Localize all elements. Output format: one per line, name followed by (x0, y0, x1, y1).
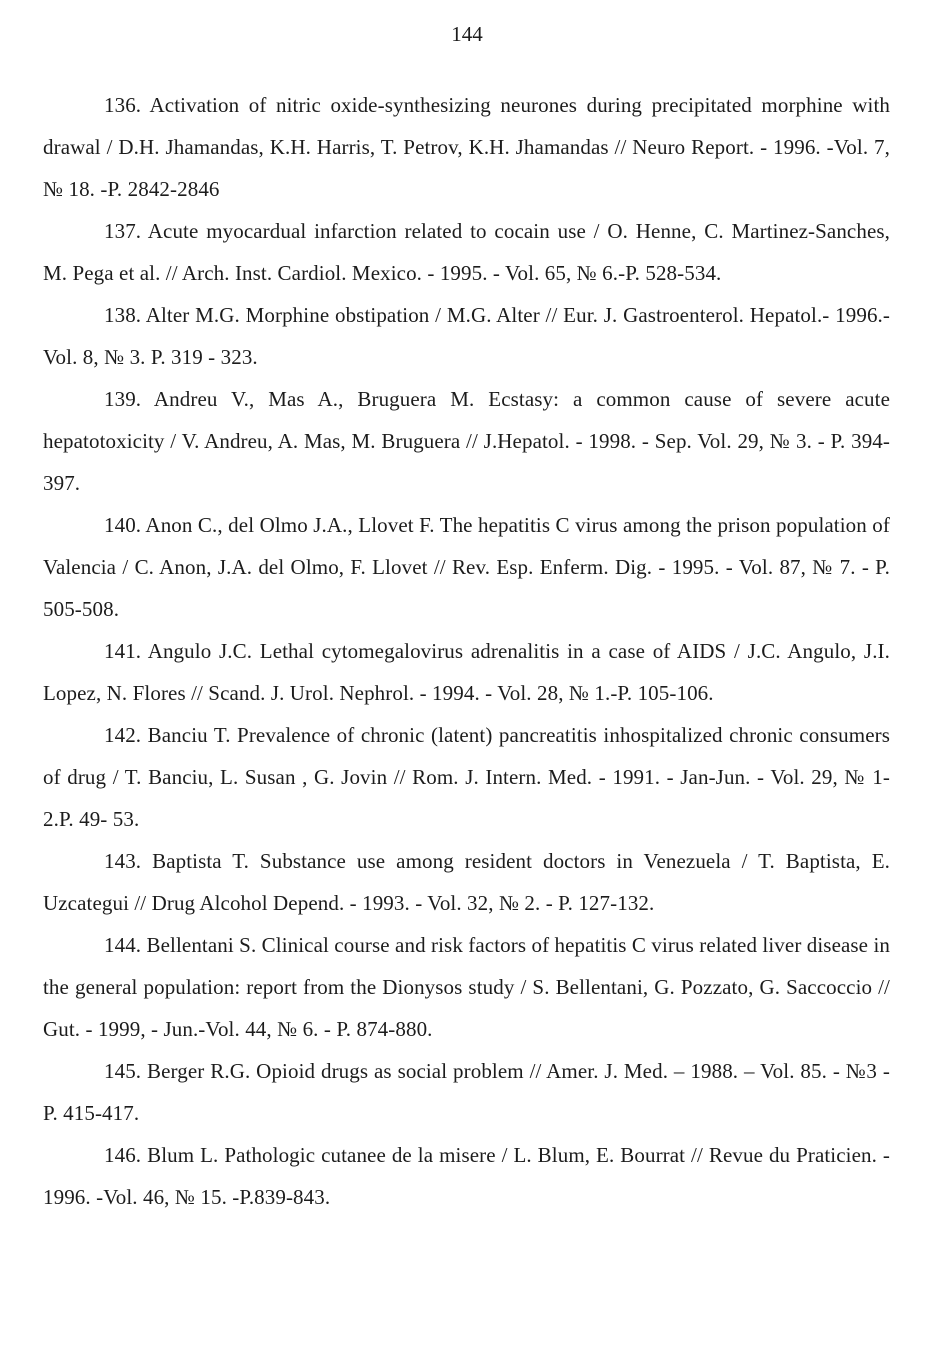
reference-141: 141. Angulo J.C. Lethal cytomegalovirus adrenalitis in a case of AIDS / J.C. Angulo, J.I. Lopez, N. Flores // Scand. J. Urol. Nephrol. - 1994. - Vol. 28, № 1.-P. 105-106. (43, 639, 890, 705)
page-number: 144 (451, 22, 483, 46)
reference-138: 138. Alter M.G. Morphine obstipation / M.G. Alter // Eur. J. Gastroenterol. Hepatol.- 1996.-Vol. 8, № 3. P. 319 - 323. (43, 303, 890, 369)
reference-139: 139. Andreu V., Mas A., Bruguera M. Ecstasy: a common cause of severe acute hepatotoxicity / V. Andreu, A. Mas, M. Bruguera // J.Hepatol. - 1998. - Sep. Vol. 29, № 3. - P. 394-397. (43, 387, 890, 495)
reference-146: 146. Blum L. Pathologic cutanee de la misere / L. Blum, E. Bourrat // Revue du Praticien. - 1996. -Vol. 46, № 15. -P.839-843. (43, 1143, 890, 1209)
reference-list (43, 84, 890, 1218)
reference-145: 145. Berger R.G. Opioid drugs as social problem // Amer. J. Med. – 1988. – Vol. 85. - №3 - P. 415-417. (43, 1059, 890, 1125)
reference-143: 143. Baptista T. Substance use among resident doctors in Venezuela / T. Baptista, E. Uzcategui // Drug Alcohol Depend. - 1993. - Vol. 32, № 2. - P. 127-132. (43, 849, 890, 915)
reference-142: 142. Banciu T. Prevalence of chronic (latent) pancreatitis inhospitalized chronic consumers of drug / T. Banciu, L. Susan , G. Jovin // Rom. J. Intern. Med. - 1991. - Jan-Jun. - Vol. 29, № 1-2.P. 49- 53. (43, 723, 890, 831)
reference-136: 136. Activation of nitric oxide-synthesizing neurones during precipitated morphine with drawal / D.H. Jhamandas, K.H. Harris, T. Petrov, K.H. Jhamandas // Neuro Report. - 1996. -Vol. 7, № 18. -P. 2842-2846 (43, 93, 890, 201)
reference-140: 140. Anon C., del Olmo J.A., Llovet F. The hepatitis C virus among the prison population of Valencia / C. Anon, J.A. del Olmo, F. Llovet // Rev. Esp. Enferm. Dig. - 1995. - Vol. 87, № 7. - P. 505-508. (43, 513, 890, 621)
reference-137: 137. Acute myocardual infarction related to cocain use / O. Henne, C. Martinez-Sanches, M. Pega et al. // Arch. Inst. Cardiol. Mexico. - 1995. - Vol. 65, № 6.-P. 528-534. (43, 219, 890, 285)
reference-144: 144. Bellentani S. Clinical course and risk factors of hepatitis C virus related liver disease in the general population: report from the Dionysos study / S. Bellentani, G. Pozzato, G. Saccoccio // Gut. - 1999, - Jun.-Vol. 44, № 6. - P. 874-880. (43, 933, 890, 1041)
